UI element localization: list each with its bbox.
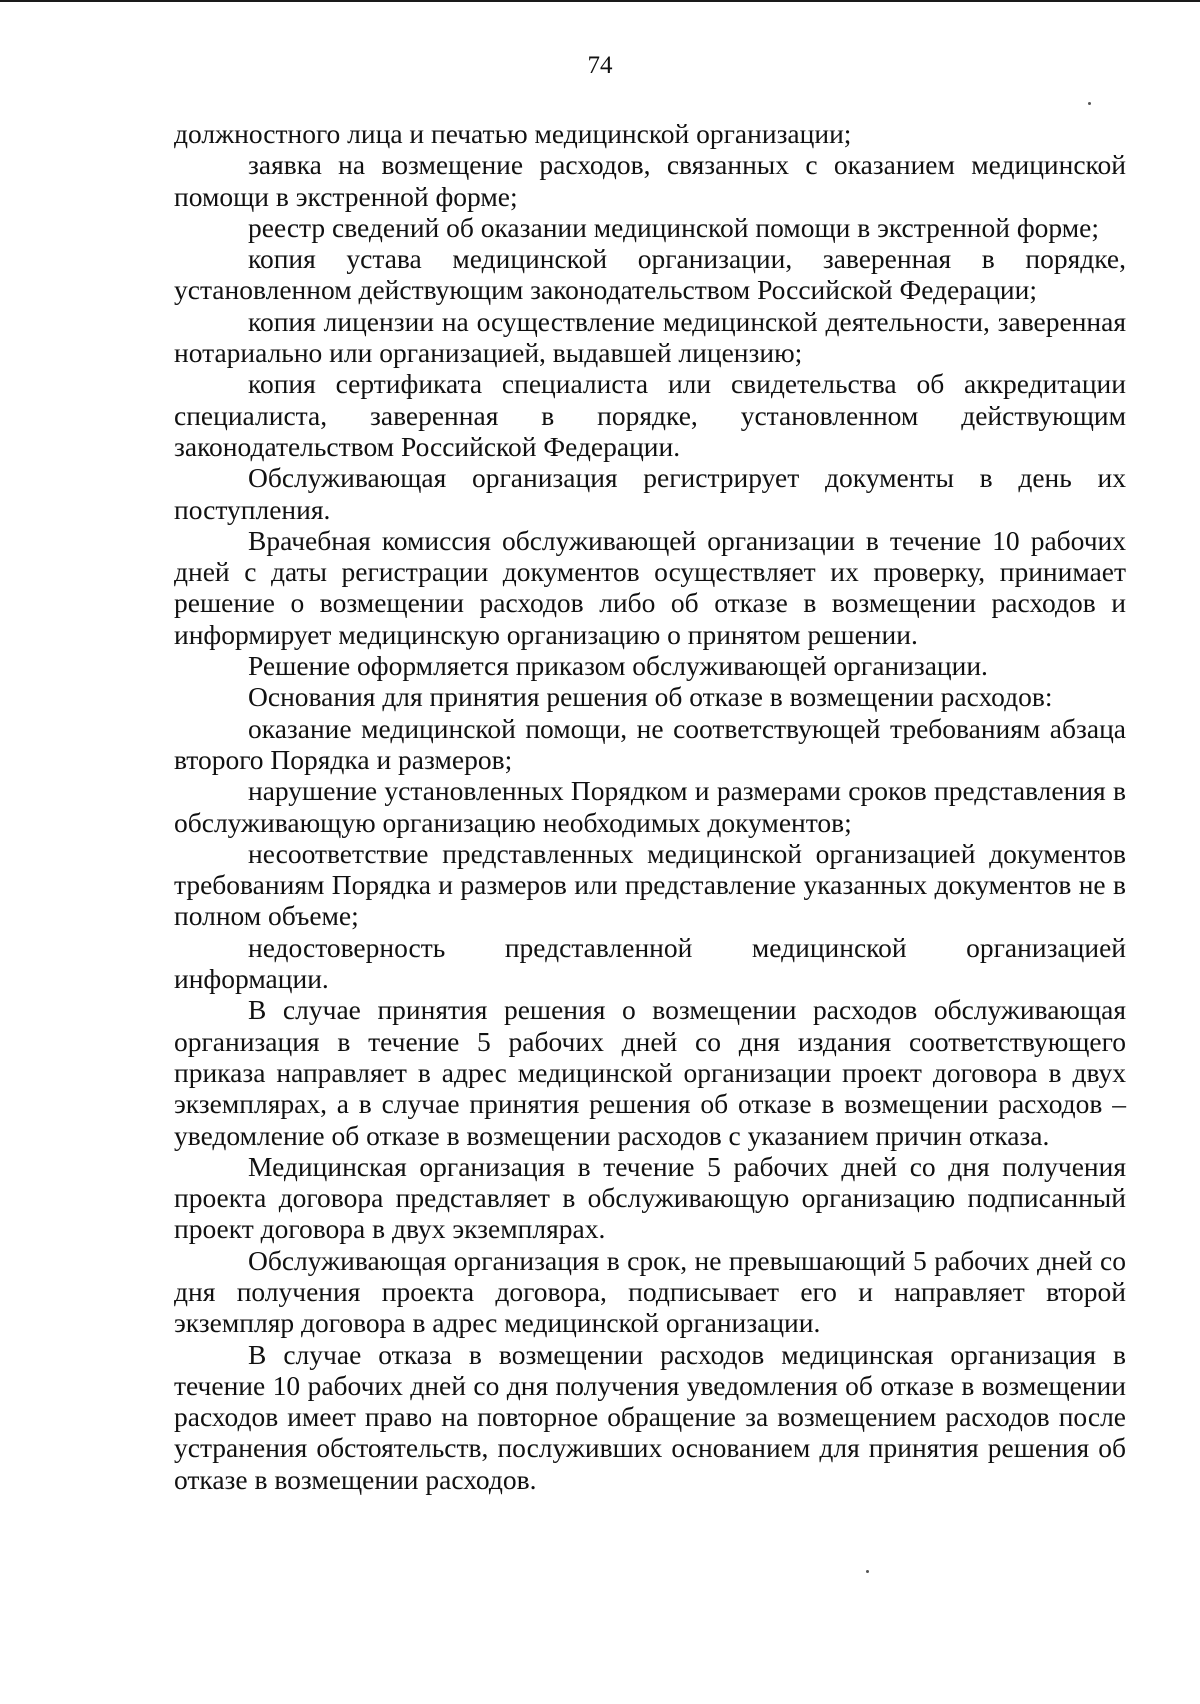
top-border-line [0,0,1200,2]
list-item-certificate-copy: копия сертификата специалиста или свидетельства об аккредитации специалиста, заверенная в порядке, установленном действующим законодательством Российской Федерации. [174,368,1126,462]
paragraph-refusal-grounds: Основания для принятия решения об отказе в возмещении расходов: [248,681,1053,713]
scan-speck [1088,102,1091,105]
list-item-registry: реестр сведений об оказании медицинской помощи в экстренной форме; [248,211,1099,243]
paragraph-contract-sending: В случае принятия решения о возмещении расходов обслуживающая организация в течение 5 рабочих дней со дня издания соответствующего приказа направляет в адрес медицинской организации проект договора в двух экземплярах, а в случае принятия решения об отказе в возмещении расходов – уведомление об отказе в возмещении расходов с указанием причин отказа. [174,994,1126,1151]
paragraph-contract-signing: Медицинская организация в течение 5 рабочих дней со дня получения проекта договора представляет в обслуживающую организацию подписанный проект договора в двух экземплярах. [174,1150,1126,1245]
paragraph-continuation: должностного лица и печатью медицинской организации; [174,118,852,149]
scan-speck [866,1570,869,1573]
paragraph-commission-review: Врачебная комиссия обслуживающей организации в течение 10 рабочих дней с даты регистрации документов осуществляет их проверку, принимает решение о возмещении расходов либо об отказе в возмещении расходов и информирует медицинскую организацию о принятом решении. [174,524,1126,650]
paragraph-decision-order: Решение оформляется приказом обслуживающей организации. [248,650,988,682]
paragraph-registration: Обслуживающая организация регистрирует документы в день их поступления. [174,462,1126,525]
list-item-charter-copy: копия устава медицинской организации, заверенная в порядке, установленном действующим законодательством Российской Федерации; [174,243,1126,306]
list-item-ground-3: несоответствие представленных медицинской организацией документов требованиям Порядка и размеров или представление указанных документов не в полном объеме; [174,837,1126,932]
paragraph-repeat-request: В случае отказа в возмещении расходов медицинская организация в течение 10 рабочих дней со дня получения уведомления об отказе в возмещении расходов имеет право на повторное обращение за возмещением расходов после устранения обстоятельств, послуживших основанием для принятия решения об отказе в возмещении расходов. [174,1338,1126,1495]
list-item-ground-2: нарушение установленных Порядком и размерами сроков представления в обслуживающую организацию необходимых документов; [174,775,1126,838]
list-item-ground-1: оказание медицинской помощи, не соответствующей требованиям абзаца второго Порядка и размеров; [174,712,1126,775]
list-item-application: заявка на возмещение расходов, связанных с оказанием медицинской помощи в экстренной форме; [174,149,1126,212]
document-body [174,118,1126,1495]
list-item-license-copy: копия лицензии на осуществление медицинской деятельности, заверенная нотариально или организацией, выдавшей лицензию; [174,305,1126,369]
list-item-ground-4: недостоверность представленной медицинской организацией информации. [174,931,1126,995]
page-number: 74 [587,52,613,79]
paragraph-second-copy: Обслуживающая организация в срок, не превышающий 5 рабочих дней со дня получения проекта договора, подписывает его и направляет второй экземпляр договора в адрес медицинской организации. [174,1244,1126,1339]
